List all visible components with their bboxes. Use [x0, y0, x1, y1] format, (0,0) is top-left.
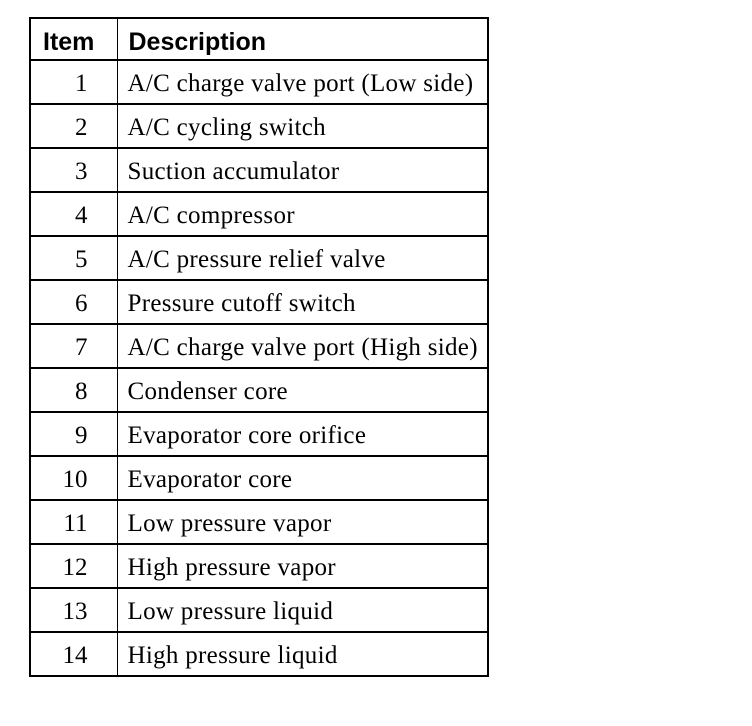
table-header-row — [30, 18, 488, 60]
item-number: 5 — [30, 236, 117, 280]
item-number: 6 — [30, 280, 117, 324]
item-description: Evaporator core orifice — [117, 412, 488, 456]
description-column-header: Description — [117, 18, 488, 60]
item-number: 4 — [30, 192, 117, 236]
parts-legend-table — [29, 17, 489, 677]
item-description: Low pressure vapor — [117, 500, 488, 544]
item-description: A/C cycling switch — [117, 104, 488, 148]
item-number: 13 — [30, 588, 117, 632]
item-number: 10 — [30, 456, 117, 500]
item-number: 9 — [30, 412, 117, 456]
item-number: 12 — [30, 544, 117, 588]
item-description: A/C pressure relief valve — [117, 236, 488, 280]
table-row — [30, 192, 488, 236]
table-row — [30, 236, 488, 280]
item-description: High pressure vapor — [117, 544, 488, 588]
table-row — [30, 104, 488, 148]
table-row — [30, 368, 488, 412]
table-row — [30, 280, 488, 324]
item-description: Condenser core — [117, 368, 488, 412]
item-number: 8 — [30, 368, 117, 412]
item-description: Pressure cutoff switch — [117, 280, 488, 324]
table-row — [30, 500, 488, 544]
item-number: 3 — [30, 148, 117, 192]
item-description: Suction accumulator — [117, 148, 488, 192]
table-row — [30, 324, 488, 368]
table-row — [30, 588, 488, 632]
item-number: 2 — [30, 104, 117, 148]
item-description: A/C charge valve port (High side) — [117, 324, 488, 368]
table-row — [30, 632, 488, 676]
item-number: 14 — [30, 632, 117, 676]
table-row — [30, 60, 488, 104]
item-number: 1 — [30, 60, 117, 104]
item-number: 7 — [30, 324, 117, 368]
item-description: Evaporator core — [117, 456, 488, 500]
table-row — [30, 544, 488, 588]
table-row — [30, 412, 488, 456]
item-description: A/C charge valve port (Low side) — [117, 60, 488, 104]
item-description: Low pressure liquid — [117, 588, 488, 632]
table-row — [30, 456, 488, 500]
item-column-header: Item — [30, 18, 117, 60]
item-number: 11 — [30, 500, 117, 544]
item-description: High pressure liquid — [117, 632, 488, 676]
table-row — [30, 148, 488, 192]
item-description: A/C compressor — [117, 192, 488, 236]
